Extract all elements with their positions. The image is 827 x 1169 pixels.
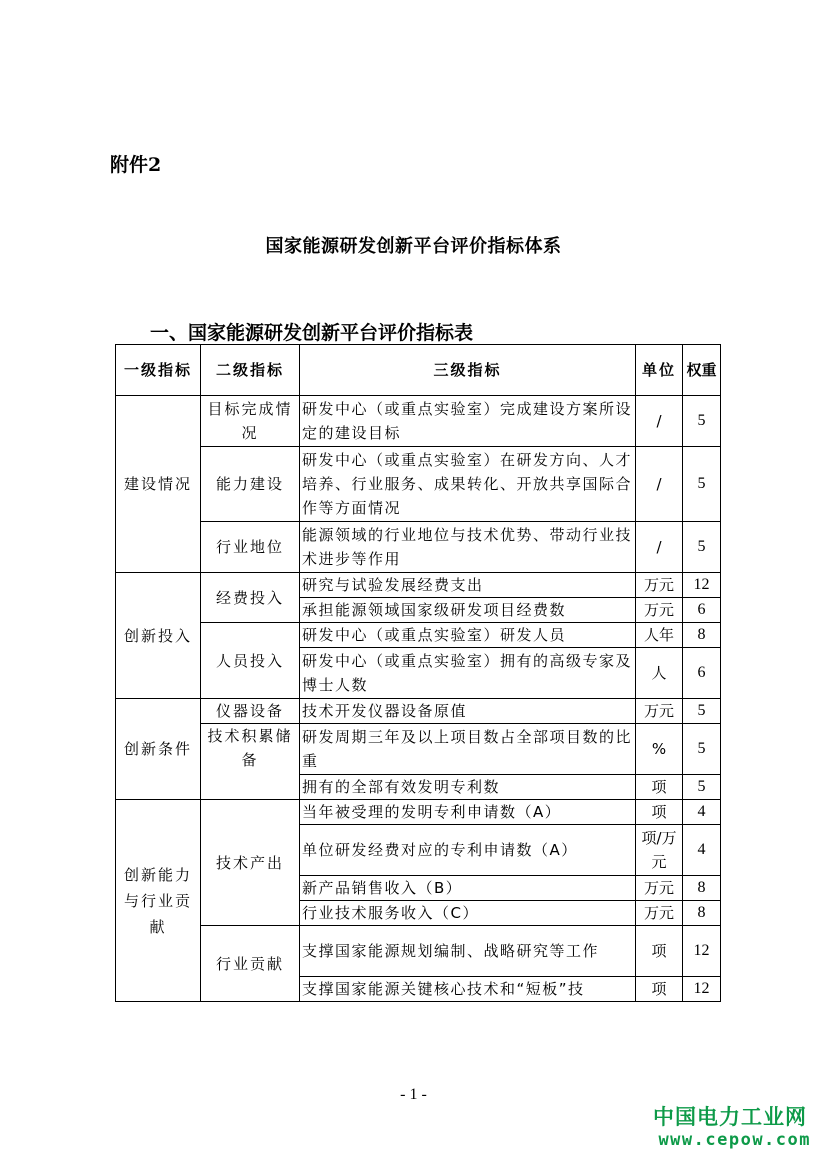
level1-cell: 创新条件	[116, 699, 201, 800]
level3-cell: 研究与试验发展经费支出	[300, 573, 636, 598]
level3-cell: 研发中心（或重点实验室）拥有的高级专家及博士人数	[300, 648, 636, 699]
table-row	[116, 800, 721, 825]
unit-cell: 项/万元	[636, 825, 683, 876]
weight-cell: 5	[683, 447, 721, 522]
header-level3: 三级指标	[300, 345, 636, 396]
weight-cell: 6	[683, 598, 721, 623]
table-row	[116, 623, 721, 648]
header-level1: 一级指标	[116, 345, 201, 396]
unit-cell: 项	[636, 977, 683, 1002]
weight-cell: 5	[683, 522, 721, 573]
level3-cell: 新产品销售收入（B）	[300, 876, 636, 901]
weight-cell: 4	[683, 825, 721, 876]
level3-cell: 支撑国家能源规划编制、战略研究等工作	[300, 926, 636, 977]
table-row	[116, 926, 721, 977]
level2-cell: 能力建设	[201, 447, 300, 522]
unit-cell: 项	[636, 800, 683, 825]
level3-cell: 研发周期三年及以上项目数占全部项目数的比重	[300, 724, 636, 775]
level3-cell: 拥有的全部有效发明专利数	[300, 775, 636, 800]
level3-cell: 支撑国家能源关键核心技术和“短板”技	[300, 977, 636, 1002]
level3-cell: 当年被受理的发明专利申请数（A）	[300, 800, 636, 825]
weight-cell: 4	[683, 800, 721, 825]
weight-cell: 5	[683, 396, 721, 447]
level1-cell: 创新投入	[116, 573, 201, 699]
level2-cell: 技术积累储备	[201, 724, 300, 800]
section-title: 一、国家能源研发创新平台评价指标表	[150, 322, 474, 344]
weight-cell: 8	[683, 901, 721, 926]
table-row	[116, 396, 721, 447]
weight-cell: 8	[683, 623, 721, 648]
table-row	[116, 724, 721, 775]
weight-cell: 6	[683, 648, 721, 699]
level3-cell: 技术开发仪器设备原值	[300, 699, 636, 724]
level2-cell: 经费投入	[201, 573, 300, 623]
level2-cell: 目标完成情况	[201, 396, 300, 447]
page-number: - 1 -	[400, 1086, 427, 1103]
watermark-name: 中国电力工业网	[653, 1105, 807, 1129]
table-header-row	[116, 345, 721, 396]
level2-cell: 行业地位	[201, 522, 300, 573]
header-level2: 二级指标	[201, 345, 300, 396]
weight-cell: 8	[683, 876, 721, 901]
unit-cell: 万元	[636, 573, 683, 598]
attachment-label: 附件2	[110, 154, 162, 176]
weight-cell: 12	[683, 977, 721, 1002]
level2-cell: 仪器设备	[201, 699, 300, 724]
table-row	[116, 522, 721, 573]
unit-cell: 人	[636, 648, 683, 699]
unit-cell: /	[636, 447, 683, 522]
header-unit: 单位	[636, 345, 683, 396]
unit-cell: 万元	[636, 598, 683, 623]
weight-cell: 12	[683, 926, 721, 977]
level3-cell: 研发中心（或重点实验室）在研发方向、人才培养、行业服务、成果转化、开放共享国际合作等方面情况	[300, 447, 636, 522]
level3-cell: 承担能源领域国家级研发项目经费数	[300, 598, 636, 623]
unit-cell: %	[636, 724, 683, 775]
level3-cell: 研发中心（或重点实验室）完成建设方案所设定的建设目标	[300, 396, 636, 447]
weight-cell: 5	[683, 775, 721, 800]
level3-cell: 研发中心（或重点实验室）研发人员	[300, 623, 636, 648]
level1-cell: 建设情况	[116, 396, 201, 573]
unit-cell: 万元	[636, 876, 683, 901]
indicator-table	[115, 344, 721, 1002]
level2-cell: 行业贡献	[201, 926, 300, 1002]
weight-cell: 12	[683, 573, 721, 598]
level3-cell: 能源领域的行业地位与技术优势、带动行业技术进步等作用	[300, 522, 636, 573]
unit-cell: 万元	[636, 901, 683, 926]
unit-cell: /	[636, 396, 683, 447]
weight-cell: 5	[683, 699, 721, 724]
watermark-url: www.cepow.com	[658, 1130, 811, 1150]
level3-cell: 单位研发经费对应的专利申请数（A）	[300, 825, 636, 876]
unit-cell: 万元	[636, 699, 683, 724]
level2-cell: 技术产出	[201, 800, 300, 926]
document-title: 国家能源研发创新平台评价指标体系	[265, 236, 562, 257]
table-row	[116, 699, 721, 724]
unit-cell: 项	[636, 775, 683, 800]
header-weight: 权重	[683, 345, 721, 396]
weight-cell: 5	[683, 724, 721, 775]
unit-cell: 人年	[636, 623, 683, 648]
table-row	[116, 447, 721, 522]
unit-cell: 项	[636, 926, 683, 977]
level2-cell: 人员投入	[201, 623, 300, 699]
level3-cell: 行业技术服务收入（C）	[300, 901, 636, 926]
level1-cell: 创新能力与行业贡献	[116, 800, 201, 1002]
unit-cell: /	[636, 522, 683, 573]
table-row	[116, 573, 721, 598]
